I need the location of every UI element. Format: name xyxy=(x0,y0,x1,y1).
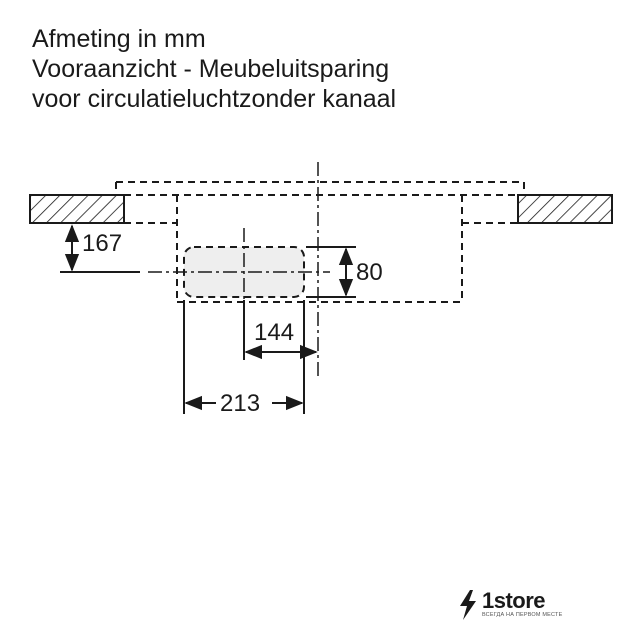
logo-name: 1store xyxy=(482,588,546,613)
title-line-1: Afmeting in mm xyxy=(32,25,206,53)
lightning-icon xyxy=(458,590,478,620)
hob-outline xyxy=(116,182,524,223)
store-logo xyxy=(458,588,578,628)
logo-tagline: ВСЕГДА НА ПЕРВОМ МЕСТЕ xyxy=(482,612,563,618)
dimension-duct-height xyxy=(306,247,356,297)
worktop-left xyxy=(30,195,124,223)
worktop-right xyxy=(518,195,612,223)
title-line-2: Vooraanzicht - Meubeluitsparing xyxy=(32,55,390,83)
dimension-depth-label: 167 xyxy=(82,230,123,257)
dimension-duct-height-label: 80 xyxy=(356,259,383,286)
dimension-offset-label: 144 xyxy=(254,319,295,346)
title-line-3: voor circulatieluchtzonder kanaal xyxy=(32,85,397,113)
dimension-duct-width-label: 213 xyxy=(220,390,261,417)
